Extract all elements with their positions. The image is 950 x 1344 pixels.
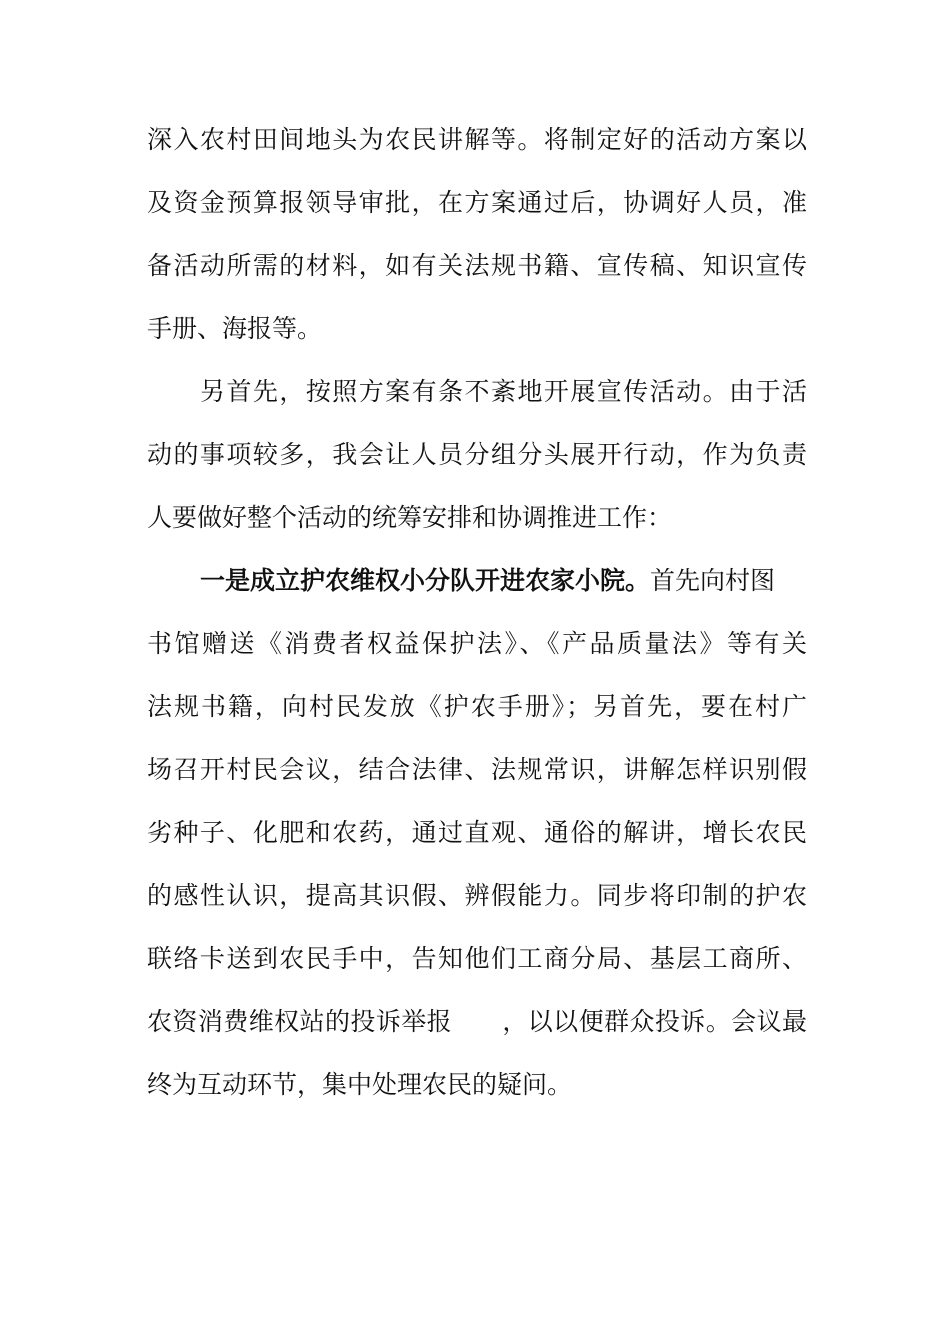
paragraph-2-line-3: 人要做好整个活动的统筹安排和协调推进工作： bbox=[147, 503, 673, 532]
paragraph-3-line-3: 法规书籍，向村民发放《护农手册》；另首先，要在村广 bbox=[147, 692, 807, 721]
paragraph-3-line-9: 终为互动环节，集中处理农民的疑问。 bbox=[147, 1070, 573, 1099]
paragraph-3-line-1 bbox=[200, 561, 807, 601]
paragraph-1-line-1: 深入农村田间地头为农民讲解等。将制定好的活动方案以 bbox=[147, 125, 807, 154]
paragraph-1-line-3: 备活动所需的材料，如有关法规书籍、宣传稿、知识宣传 bbox=[147, 251, 807, 280]
paragraph-3-line-2: 书馆赠送《消费者权益保护法》、《产品质量法》等有关 bbox=[147, 629, 807, 658]
paragraph-1-line-2: 及资金预算报领导审批，在方案通过后，协调好人员，准 bbox=[147, 188, 807, 217]
paragraph-2-line-2: 动的事项较多，我会让人员分组分头展开行动，作为负责 bbox=[147, 440, 807, 469]
paragraph-3-heading: 一是成立护农维权小分队开进农家小院。 bbox=[200, 566, 651, 595]
paragraph-1-line-4: 手册、海报等。 bbox=[147, 314, 323, 343]
paragraph-3-line-6: 的感性认识，提高其识假、辨假能力。同步将印制的护农 bbox=[147, 881, 807, 910]
paragraph-2-line-1: 另首先，按照方案有条不紊地开展宣传活动。由于活 bbox=[200, 377, 807, 406]
paragraph-3-line-1-rest: 首先向村图 bbox=[650, 566, 776, 595]
paragraph-3-line-5: 劣种子、化肥和农药，通过直观、通俗的解讲，增长农民 bbox=[147, 818, 807, 847]
paragraph-3-line-7: 联络卡送到农民手中，告知他们工商分局、基层工商所、 bbox=[147, 944, 807, 973]
paragraph-3-line-8: 农资消费维权站的投诉举报 ，以以便群众投诉。会议最 bbox=[147, 1007, 807, 1036]
paragraph-3-line-4: 场召开村民会议，结合法律、法规常识，讲解怎样识别假 bbox=[147, 755, 807, 784]
